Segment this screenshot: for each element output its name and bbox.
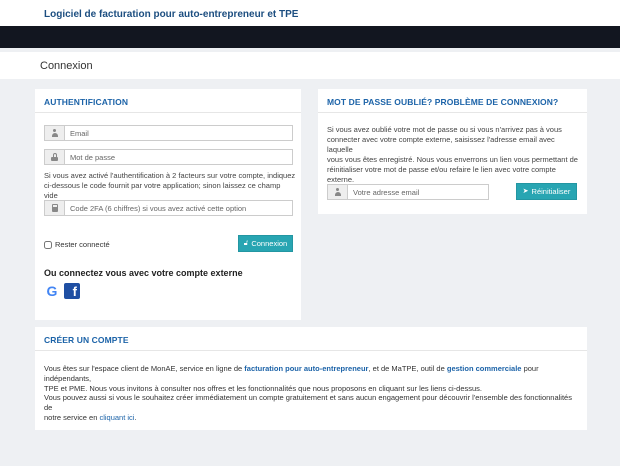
reset-email-input[interactable]	[348, 185, 488, 199]
twofa-input-group	[44, 200, 293, 216]
create-p2-line-1: Vous pouvez aussi si vous le souhaitez créer immédiatement un compte gratuitement et sans aucun engagement pour découvrir l'ensemble des fonctionnalités de	[44, 393, 572, 412]
forgot-text-line-3: vous vous êtes enregistré. Nous vous enverrons un lien vous permettant de	[327, 155, 578, 164]
forgot-password-text	[327, 125, 582, 185]
lock-icon	[51, 153, 58, 161]
email-input-group	[44, 125, 293, 141]
create-p1-text-c: pour indépendants,	[44, 364, 539, 383]
create-p1-line-2: TPE et PME. Nous vous invitons à consulter nos offres et les fonctionnalités que nous proposons en cliquant sur les liens ci-dessus.	[44, 384, 483, 393]
remember-me-checkbox[interactable]	[44, 241, 52, 249]
authentication-title: AUTHENTIFICATION	[44, 97, 129, 107]
twofa-help-line-2: ci-dessous le code fournit par votre application; sinon laissez ce champ vide	[44, 181, 281, 200]
page-title: Connexion	[40, 60, 93, 72]
login-button[interactable]	[238, 235, 293, 252]
twofa-input[interactable]	[65, 201, 292, 215]
create-p1-line-1	[44, 364, 574, 384]
create-account-card-header	[35, 327, 587, 351]
create-p2-text-b: .	[134, 413, 137, 422]
forgot-password-card	[318, 89, 587, 214]
forgot-text-line-5: externe.	[327, 175, 355, 184]
create-account-paragraph-2	[44, 393, 574, 423]
create-p1-text-b: , et de MaTPE, outil de	[368, 364, 447, 373]
top-header	[0, 0, 620, 26]
unlock-icon: 🔓︎	[243, 240, 249, 247]
navigation-bar	[0, 26, 620, 48]
user-icon	[51, 129, 59, 137]
forgot-password-card-header	[318, 89, 587, 113]
password-input[interactable]	[65, 150, 292, 164]
facebook-login-icon[interactable]: f	[64, 283, 80, 299]
remember-me-label: Rester connecté	[55, 240, 110, 249]
forgot-text-line-1: Si vous avez oublié votre mot de passe ou si vous n'arrivez pas à vous	[327, 125, 562, 134]
create-account-link[interactable]: cliquant ici	[99, 413, 135, 422]
password-input-group	[44, 149, 293, 165]
create-account-card	[35, 327, 587, 430]
invoicing-link[interactable]: facturation pour auto-entrepreneur	[244, 364, 369, 373]
authentication-card	[35, 89, 301, 320]
google-login-icon[interactable]: G	[46, 283, 58, 299]
external-login-title: Ou connectez vous avec votre compte externe	[44, 268, 243, 278]
create-account-title: CRÉER UN COMPTE	[44, 335, 129, 345]
reset-button-label: Réinitialiser	[531, 187, 571, 196]
user-icon	[334, 188, 342, 196]
password-addon	[45, 150, 65, 164]
twofa-addon	[45, 201, 65, 215]
calculator-icon	[52, 204, 58, 212]
create-account-paragraph-1	[44, 364, 574, 394]
email-input[interactable]	[65, 126, 292, 140]
reset-email-input-group	[327, 184, 489, 200]
paper-plane-icon: ➤	[522, 188, 529, 195]
email-addon	[45, 126, 65, 140]
login-button-label: Connexion	[251, 239, 288, 248]
forgot-password-title: MOT DE PASSE OUBLIÉ? PROBLÈME DE CONNEXION?	[327, 97, 559, 107]
create-p2-text-a: notre service en	[44, 413, 100, 422]
authentication-card-header	[35, 89, 301, 113]
twofa-help-line-1: Si vous avez activé l'authentification à 2 facteurs sur votre compte, indiquez	[44, 171, 296, 180]
commercial-management-link[interactable]: gestion commerciale	[446, 364, 522, 373]
brand-title[interactable]: Logiciel de facturation pour auto-entrepreneur et TPE	[44, 9, 299, 20]
reset-email-addon	[328, 185, 348, 199]
create-p1-text-a: Vous êtes sur l'espace client de MonAE, service en ligne de	[44, 364, 245, 373]
page-title-bar	[0, 52, 620, 79]
reset-button[interactable]	[516, 183, 577, 200]
remember-me-row[interactable]	[44, 240, 110, 249]
create-p2-line-2	[44, 413, 574, 423]
forgot-text-line-2: connecter avec votre compte externe, saisissez l'adresse email avec laquelle	[327, 135, 555, 154]
twofa-help-text	[44, 171, 296, 201]
forgot-text-line-4: réinitialiser votre mot de passe et/ou refaire le lien avec votre compte	[327, 165, 556, 174]
